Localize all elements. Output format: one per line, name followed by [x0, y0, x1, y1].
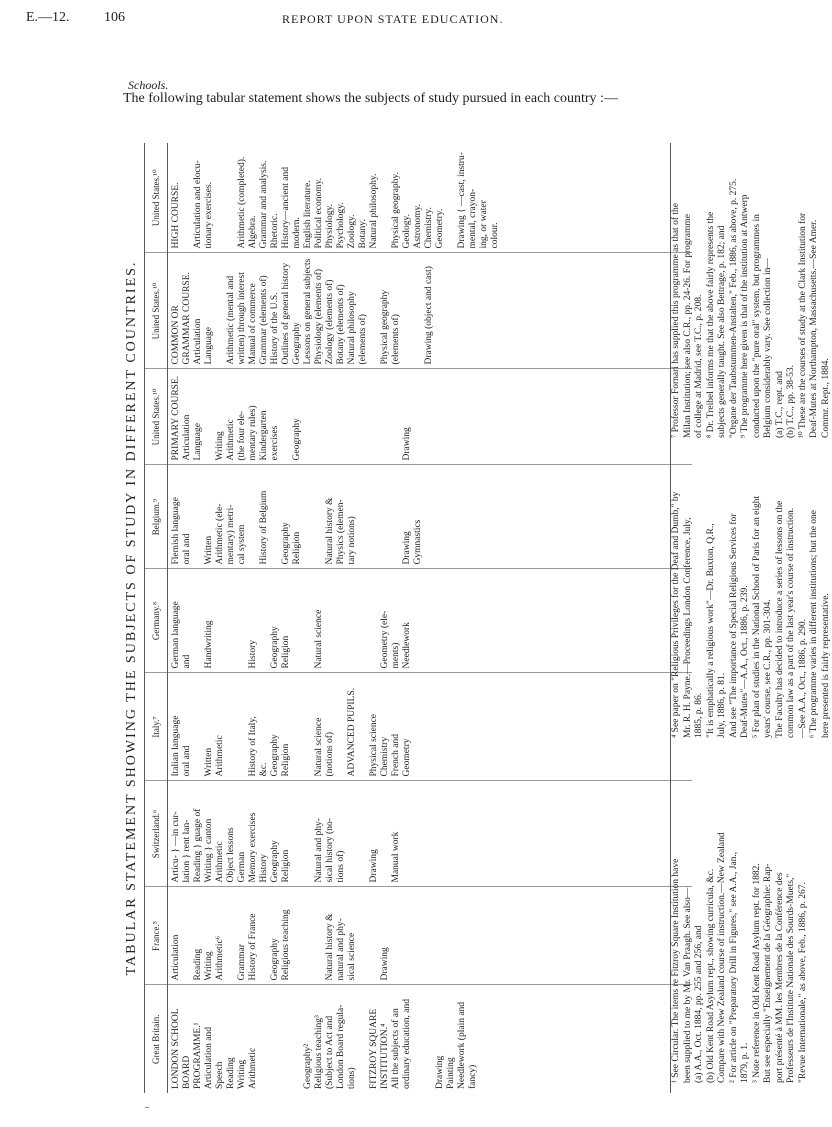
footnotes [670, 143, 831, 1093]
section-label: Schools. [128, 78, 169, 92]
table-title: TABULAR STATEMENT SHOWING THE SUBJECTS OF STUDY IN DIFFERENT COUNTRIES. [124, 260, 139, 976]
page-header [0, 10, 700, 32]
table-body-row [168, 143, 693, 1093]
subjects-table [144, 143, 692, 1093]
rotated-table-region [122, 143, 831, 1093]
column-header: Great Britain. [145, 985, 168, 1093]
column-header: Italy.⁷ [145, 673, 168, 781]
table-cell: Flemish language oral and Written Arithmetic (ele- mentary) metri- cal system History of Belgium Geography Religion Natural history & Physics (elemen- tary notions) Drawing Gymnastics [168, 465, 693, 569]
column-header: United States.¹⁰ [145, 253, 168, 369]
column-header: Switzerland.⁶ [145, 781, 168, 887]
page-number: 106 [104, 10, 125, 25]
footnote-column: ¹ See Circular. The items re Fitzroy Square Institution have been supplied to me by Mr. Van Praagh. See also— (a) A.A., Oct. 1884, pp. 255 and 256, and (b) Old Kent Road Asylum rept., showing curricula, &c. Compare with New Zealand course of instruction.—New Zealand ² For article on "Preparatory Drill in Figures," see A.A., Jan., 1879, p. 1. ³ Note reference in Old Kent Road Asylum rept. for 1882. But see especially "Enseignement de la Géographie: Rap- port présenté à MM. les Membres de la Conférence des Professeurs de l'Institute Nationale des Sourds-Muets," "Revue Internationale," as above, Feb., 1886, p. 267. [671, 832, 808, 1083]
table-cell: LONDON SCHOOL BOARD PROGRAMME.¹ Articulation and Speech Reading Writing Arithmetic Geography² Religious teaching³ (Subject to Act and London Board regula- tions) FITZROY SQUARE INSTITUTION.⁴ All the subjects of an ordinary education, and Drawing Painting Needlework (plain and fancy) [171, 999, 478, 1089]
running-title: REPORT UPON STATE EDUCATION. [282, 12, 504, 26]
table-cell: COMMON OR GRAMMAR COURSE. Articulation Language Arithmetic (mental and written) through interest Manual of commerce Grammar (elements of) History of the U.S. Outlines of general history Geography Lessons on general subjects Physiology (elements of) Zoology (elements of) Botany (elements of) Natural philosophy (elements of) Physical geography (elements of) Drawing (object and cast) [168, 253, 693, 369]
column-header: United States.¹⁰ [145, 143, 168, 253]
table-header-row [145, 143, 168, 1093]
intro-sentence: The following tabular statement shows the subjects of study pursued in each country :— [123, 91, 618, 106]
column-header: Belgium.⁹ [145, 465, 168, 569]
table-cell: Articulation Reading Writing Arithmetic⁶ Grammar History of France Geography Religious teaching Natural history & natural and phy- sical science Drawing [168, 887, 693, 985]
printer-mark [145, 1107, 149, 1108]
document-label: E.—12. [26, 10, 70, 25]
table-cell: HIGH COURSE. Articulation and elocu- tionary exercises. Arithmetic (completed). Algebra. Grammar and analysis. Rhetoric. History—ancient and modern. English literature. Political economy. Physiology. Psychology. Zoology. Botany. Natural philosophy. Physical geography. Geology. Astronomy. Chemistry. Geometry. Drawing { —cast, instru- mental, crayon- ing, or water colour. [168, 143, 693, 253]
table-cell: Artícu- } —in cur- lation } rent lan- Reading } guage of Writing } canton Arithmetic Object lessons German Memory exercises History Geography Religion Natural and phy- sical history (no- tions of) Drawing Manual work [168, 781, 693, 887]
table-cell: German language and Handwriting History Geography Religion Natural science Geometry (ele- ments) Needlework [168, 569, 693, 673]
column-header: Germany.⁸ [145, 569, 168, 673]
column-header: France.⁵ [145, 887, 168, 985]
footnote-column: ⁴ See paper on "Religious Privileges for the Deaf and Dumb," by Mr. R. H. Payne.—Proceedings London Conference, July, 1885, p. 86. "It is emphatically a religious work"—Dr. Buxton, Q.R., July, 1886, p. 81. And see "The importance of Special Religious Services for Deaf-Mutes"—A.A., Oct., 1886, p. 239. ⁵ For plan of studies in the National School of Paris for an eight years' course, see C.R., pp. 301-304. The Faculty has decided to introduce a series of lessons on the common law as a part of the last year's course of instruction. —See A.A., Oct., 1886, p. 290. ⁶ The programme varies in different institutions; but the one here presented is fairly representative. [671, 491, 831, 738]
table-cell: PRIMARY COURSE. Articulation Language Writing Arithmetic (the four ele- mentary rules) Kindergarten exercises Geography Drawing [168, 369, 693, 465]
footnote-column: ⁷ Professor Fornari has supplied this programme as that of the Milan Institution; see also C.R., pp. 24-26. For programme of college at Madrid, see T.C., p. 208. ⁸ Dr. Treibel informs me that the above fairly represents the subjects generally taught. See also Bettrage, p. 182; and "Organe der Taubstummen-Anstalten," Feb., 1886, as above, p. 275. ⁹ The programme here given is that of the institution at Antwerp conducted upon the "pure oral" system, but programmes in Belgium considerably vary. See collection in— (a) T.C., rept. and (b) T.C., pp. 38-53. ¹⁰ These are the courses of study at the Clark Institution for Deaf-Mutes at Northampton, Massachusetts.—See Amer. Commr. Rept., 1884. [671, 178, 831, 438]
column-header: United States.¹⁰ [145, 369, 168, 465]
table-cell: Italian language oral and Written Arithmetic History of Italy, &c. Geography Religion Natural science (notions of) ADVANCED PUPILS. Physical science Chemistry French and Geometry [168, 673, 693, 781]
